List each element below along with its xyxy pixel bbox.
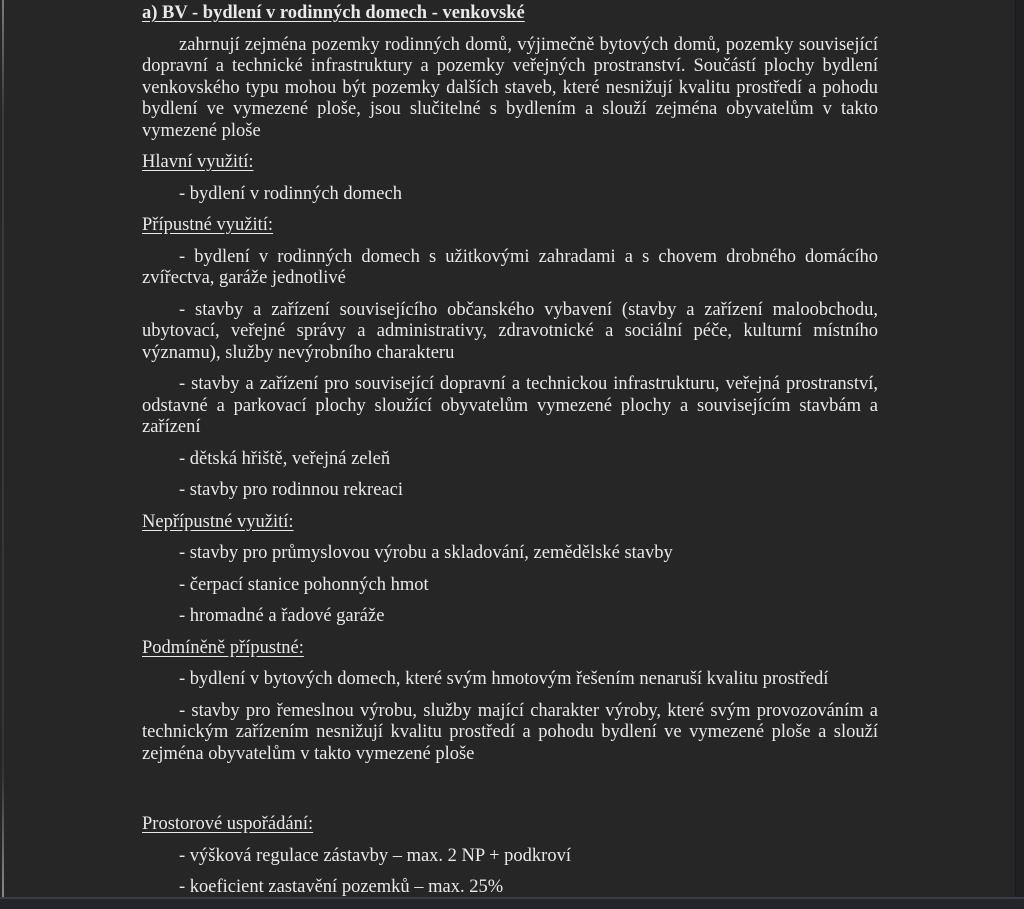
list-item: - stavby pro rodinnou rekreaci bbox=[179, 480, 403, 500]
section-header-hlavni-vyuziti: Hlavní využití: bbox=[142, 152, 254, 172]
list-item: - dětská hřiště, veřejná zeleň bbox=[179, 448, 391, 469]
left-edge-line bbox=[2, 0, 4, 897]
section-header-pripustne-vyuziti: Přípustné využití: bbox=[142, 215, 274, 235]
intro-paragraph: zahrnují zejména pozemky rodinných domů, výjimečně bytových domů, pozemky související dopravní a technické infrastruktury a pozemky veřejných prostranství. Součástí plochy bydlení venkovského typu mohou být pozemky dalších staveb, které nesnižují kvalitu prostředí a pohodu bydlení ve vymezené ploše, jsou slučitelné s bydlením a slouží zejména obyvatelům v takto vymezené ploše bbox=[142, 34, 878, 141]
list-item: - čerpací stanice pohonných hmot bbox=[179, 574, 429, 595]
section-header-prostorove-usporadani: Prostorové uspořádání: bbox=[142, 814, 314, 834]
list-item: - stavby a zařízení souvisejícího občanského vybavení (stavby a zařízení maloobchodu, ubytovací, veřejné správy a administrativy, zdravotnické a sociální péče, kulturní místního významu), služby nevýrobního charakteru bbox=[142, 299, 878, 363]
list-item: - stavby pro průmyslovou výrobu a skladování, zemědělské stavby bbox=[179, 543, 673, 563]
list-item: - výšková regulace zástavby – max. 2 NP + podkroví bbox=[179, 845, 571, 866]
list-item: - stavby pro řemeslnou výrobu, služby mající charakter výroby, které svým provozováním a technickým zařízením nesnižují kvalitu prostředí a pohodu bydlení ve vymezené ploše a slouží zejména obyvatelům v takto vymezené ploše bbox=[142, 700, 878, 764]
section-header-podminene-pripustne: Podmíněně přípustné: bbox=[142, 637, 304, 658]
bottom-bar bbox=[0, 897, 1024, 909]
section-header-nepripustne-vyuziti: Nepřípustné využití: bbox=[142, 511, 294, 532]
list-item: - koeficient zastavění pozemků – max. 25% bbox=[179, 877, 504, 897]
right-edge-band bbox=[1015, 0, 1024, 897]
list-item: - hromadné a řadové garáže bbox=[179, 606, 385, 626]
list-item: - bydlení v rodinných domech bbox=[179, 183, 402, 204]
list-item: - stavby a zařízení pro související dopravní a technickou infrastrukturu, veřejná prostranství, odstavné a parkovací plochy sloužící obyvatelům vymezené plochy a souvisejícím stavbám a zařízení bbox=[142, 374, 878, 437]
page-title: a) BV - bydlení v rodinných domech - venkovské bbox=[142, 3, 525, 23]
list-item: - bydlení v rodinných domech s užitkovými zahradami a s chovem drobného domácího zvířectva, garáže jednotlivé bbox=[142, 246, 878, 288]
list-item: - bydlení v bytových domech, které svým hmotovým řešením nenaruší kvalitu prostředí bbox=[179, 669, 829, 689]
